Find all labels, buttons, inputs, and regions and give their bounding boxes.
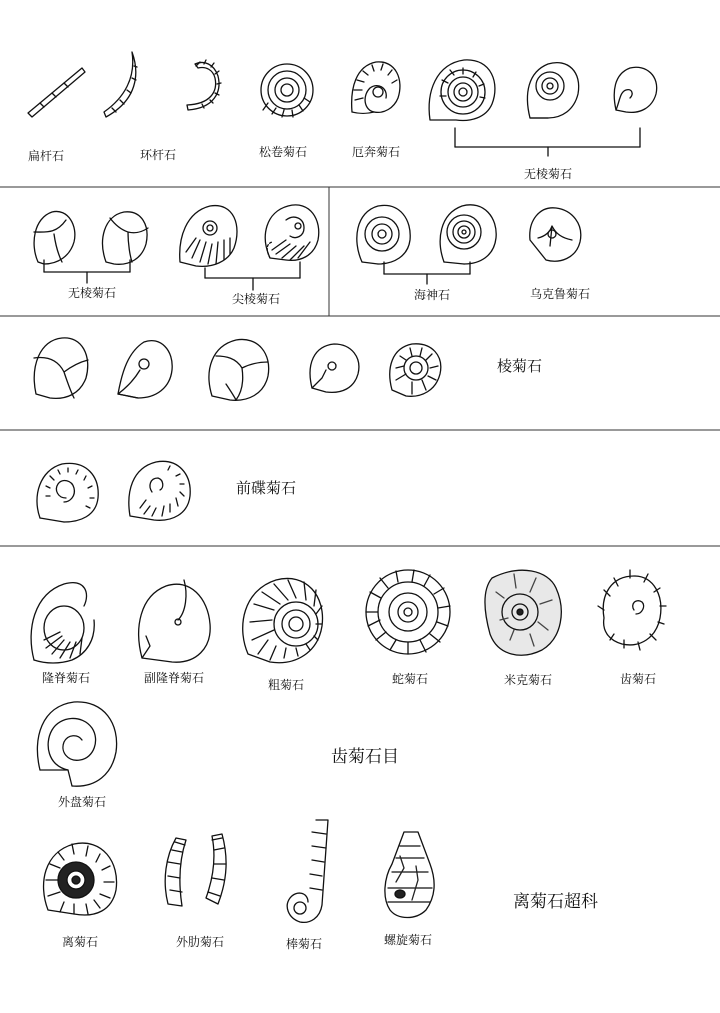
fossil-qianli-a [37,463,98,522]
label-wuleng-mid: 无棱菊石 [67,286,117,300]
fossil-fulongji [139,580,210,662]
fossil-qianli-b [129,461,190,520]
label-huanqianshi: 环杆石 [139,148,177,162]
label-waile: 外肋菊石 [175,935,225,949]
section-dividers [0,187,720,546]
fossil-luoxuan [385,832,434,918]
fossil-chi [598,570,666,650]
fossil-songjuan-hook [187,60,221,110]
fossil-wuleng-d [34,211,75,264]
fossil-leng-a [34,338,88,399]
group-chi-mu: 齿菊石目 [331,747,399,767]
fossil-leng-b [118,341,172,398]
group-qianli: 前碟菊石 [236,479,297,497]
fossil-haishen-b [440,205,496,264]
fossil-wuleng-a [429,60,495,121]
fossil-waipan [37,702,116,786]
label-songjuan: 松卷菊石 [258,145,308,159]
fossil-huanqianshi [104,52,137,117]
fossil-haishen-a [357,205,410,264]
fossil-waile-b [206,834,226,904]
bracket-jianleng [205,262,300,290]
fossil-waile-a [165,838,186,906]
label-li: 离菊石 [61,935,99,949]
label-chi: 齿菊石 [619,672,657,686]
label-eben: 厄奔菊石 [351,145,401,159]
label-haishen: 海神石 [413,288,451,302]
bracket-wuleng-mid [44,260,130,283]
fossil-cu [243,578,323,662]
fossil-songjuan [261,64,313,117]
label-she: 蛇菊石 [391,672,429,686]
fossil-wuleng-b [527,63,578,118]
label-bang: 棒菊石 [285,937,323,951]
fossil-jianleng-a [180,206,237,267]
fossil-jianleng-b [265,205,318,260]
bracket-haishen [384,262,470,284]
fossil-bianqianshi [28,68,85,117]
fossil-wukelu [530,208,581,261]
fossil-bang [287,820,328,922]
label-fulongji: 副隆脊菊石 [143,671,205,685]
group-leng: 棱菊石 [497,357,543,375]
fossil-wuleng-c [614,67,656,112]
fossil-leng-c [209,339,269,400]
label-bianqianshi: 扁杆石 [27,149,65,163]
label-waipan: 外盘菊石 [57,795,107,809]
label-longji: 隆脊菊石 [41,671,91,685]
label-mike: 米克菊石 [503,673,553,687]
label-luoxuan: 螺旋菊石 [383,933,433,947]
group-li-chaoke: 离菊石超科 [513,892,598,912]
fossil-li [44,843,117,915]
fossil-she [366,570,450,654]
fossil-wuleng-e [103,212,148,264]
fossil-eben [352,62,400,114]
label-wuleng-top: 无棱菊石 [523,167,573,181]
label-wukelu: 乌克鲁菊石 [529,287,591,301]
fossil-leng-e [390,344,441,396]
label-cu: 粗菊石 [267,678,305,692]
fossil-mike [485,570,561,655]
fossil-longji [31,583,94,663]
label-jianleng: 尖棱菊石 [231,292,281,306]
fossil-leng-d [310,344,359,392]
bracket-wuleng-top [455,128,640,156]
